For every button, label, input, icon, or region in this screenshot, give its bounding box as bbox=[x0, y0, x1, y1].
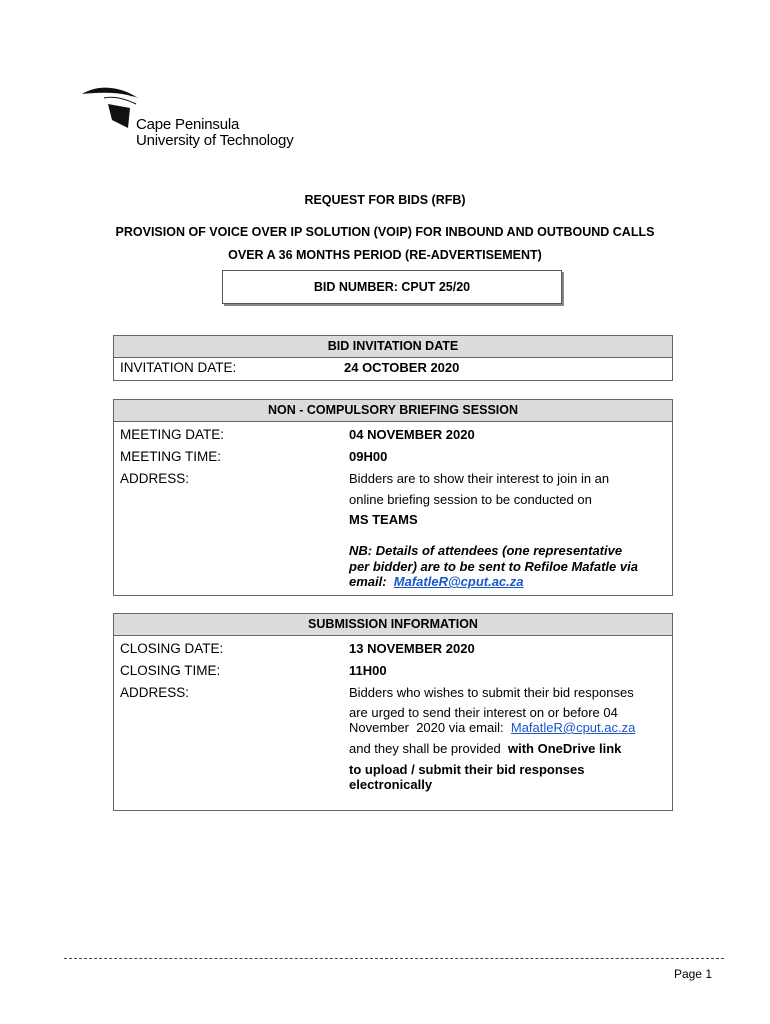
submission-line-4 bbox=[349, 741, 621, 756]
nb-email-prefix: email: bbox=[349, 574, 394, 589]
meeting-date-value: 04 NOVEMBER 2020 bbox=[349, 427, 475, 442]
invitation-date-label: INVITATION DATE: bbox=[120, 360, 237, 375]
cput-emblem-icon bbox=[80, 84, 140, 134]
bid-number: BID NUMBER: CPUT 25/20 bbox=[313, 280, 471, 294]
document-subtitle-line-1: PROVISION OF VOICE OVER IP SOLUTION (VOIP) FOR INBOUND AND OUTBOUND CALLS bbox=[115, 225, 655, 239]
briefing-address-line-1: Bidders are to show their interest to join in an bbox=[349, 471, 610, 486]
closing-date-value: 13 NOVEMBER 2020 bbox=[349, 641, 475, 656]
invitation-table bbox=[113, 335, 673, 381]
invitation-heading: BID INVITATION DATE bbox=[114, 336, 672, 358]
document-subtitle-line-2: OVER A 36 MONTHS PERIOD (RE-ADVERTISEMENT) bbox=[228, 248, 542, 262]
submission-line-3 bbox=[349, 720, 635, 735]
briefing-address-line-3: MS TEAMS bbox=[349, 512, 418, 527]
nb-line-3 bbox=[349, 574, 524, 589]
invitation-date-value: 24 OCTOBER 2020 bbox=[344, 360, 460, 375]
onedrive-link-text: with OneDrive link bbox=[508, 741, 622, 756]
submission-line-5: to upload / submit their bid responses bbox=[349, 762, 585, 777]
page-number: Page 1 bbox=[673, 967, 712, 981]
submission-heading: SUBMISSION INFORMATION bbox=[114, 614, 672, 636]
submission-table bbox=[113, 613, 673, 811]
closing-date-label: CLOSING DATE: bbox=[120, 641, 224, 656]
meeting-time-label: MEETING TIME: bbox=[120, 449, 222, 464]
nb-email-link[interactable]: MafatleR@cput.ac.za bbox=[393, 574, 524, 589]
bid-number-box bbox=[222, 270, 562, 304]
submission-email-link[interactable]: MafatleR@cput.ac.za bbox=[510, 720, 636, 735]
logo-line-2: University of Technology bbox=[136, 132, 294, 149]
meeting-time-value: 09H00 bbox=[349, 449, 388, 464]
meeting-date-label: MEETING DATE: bbox=[120, 427, 225, 442]
nb-line-2: per bidder) are to be sent to Refiloe Mafatle via bbox=[349, 559, 638, 574]
submission-line-2: are urged to send their interest on or before 04 bbox=[349, 705, 618, 720]
briefing-address-label: ADDRESS: bbox=[120, 471, 190, 486]
submission-email-prefix: November 2020 via email: bbox=[349, 720, 511, 735]
footer-divider bbox=[64, 958, 724, 959]
briefing-heading: NON - COMPULSORY BRIEFING SESSION bbox=[114, 400, 672, 422]
briefing-address-line-2: online briefing session to be conducted on bbox=[349, 492, 592, 507]
briefing-table bbox=[113, 399, 673, 596]
cput-logo bbox=[80, 84, 320, 154]
document-title: REQUEST FOR BIDS (RFB) bbox=[304, 193, 466, 207]
submission-line-6: electronically bbox=[349, 777, 433, 792]
logo-line-1: Cape Peninsula bbox=[136, 116, 240, 133]
submission-address-label: ADDRESS: bbox=[120, 685, 190, 700]
submission-line-1: Bidders who wishes to submit their bid responses bbox=[349, 685, 634, 700]
submission-line-4-prefix: and they shall be provided bbox=[349, 741, 508, 756]
closing-time-value: 11H00 bbox=[349, 663, 387, 678]
nb-line-1: NB: Details of attendees (one representative bbox=[349, 543, 623, 558]
closing-time-label: CLOSING TIME: bbox=[120, 663, 221, 678]
